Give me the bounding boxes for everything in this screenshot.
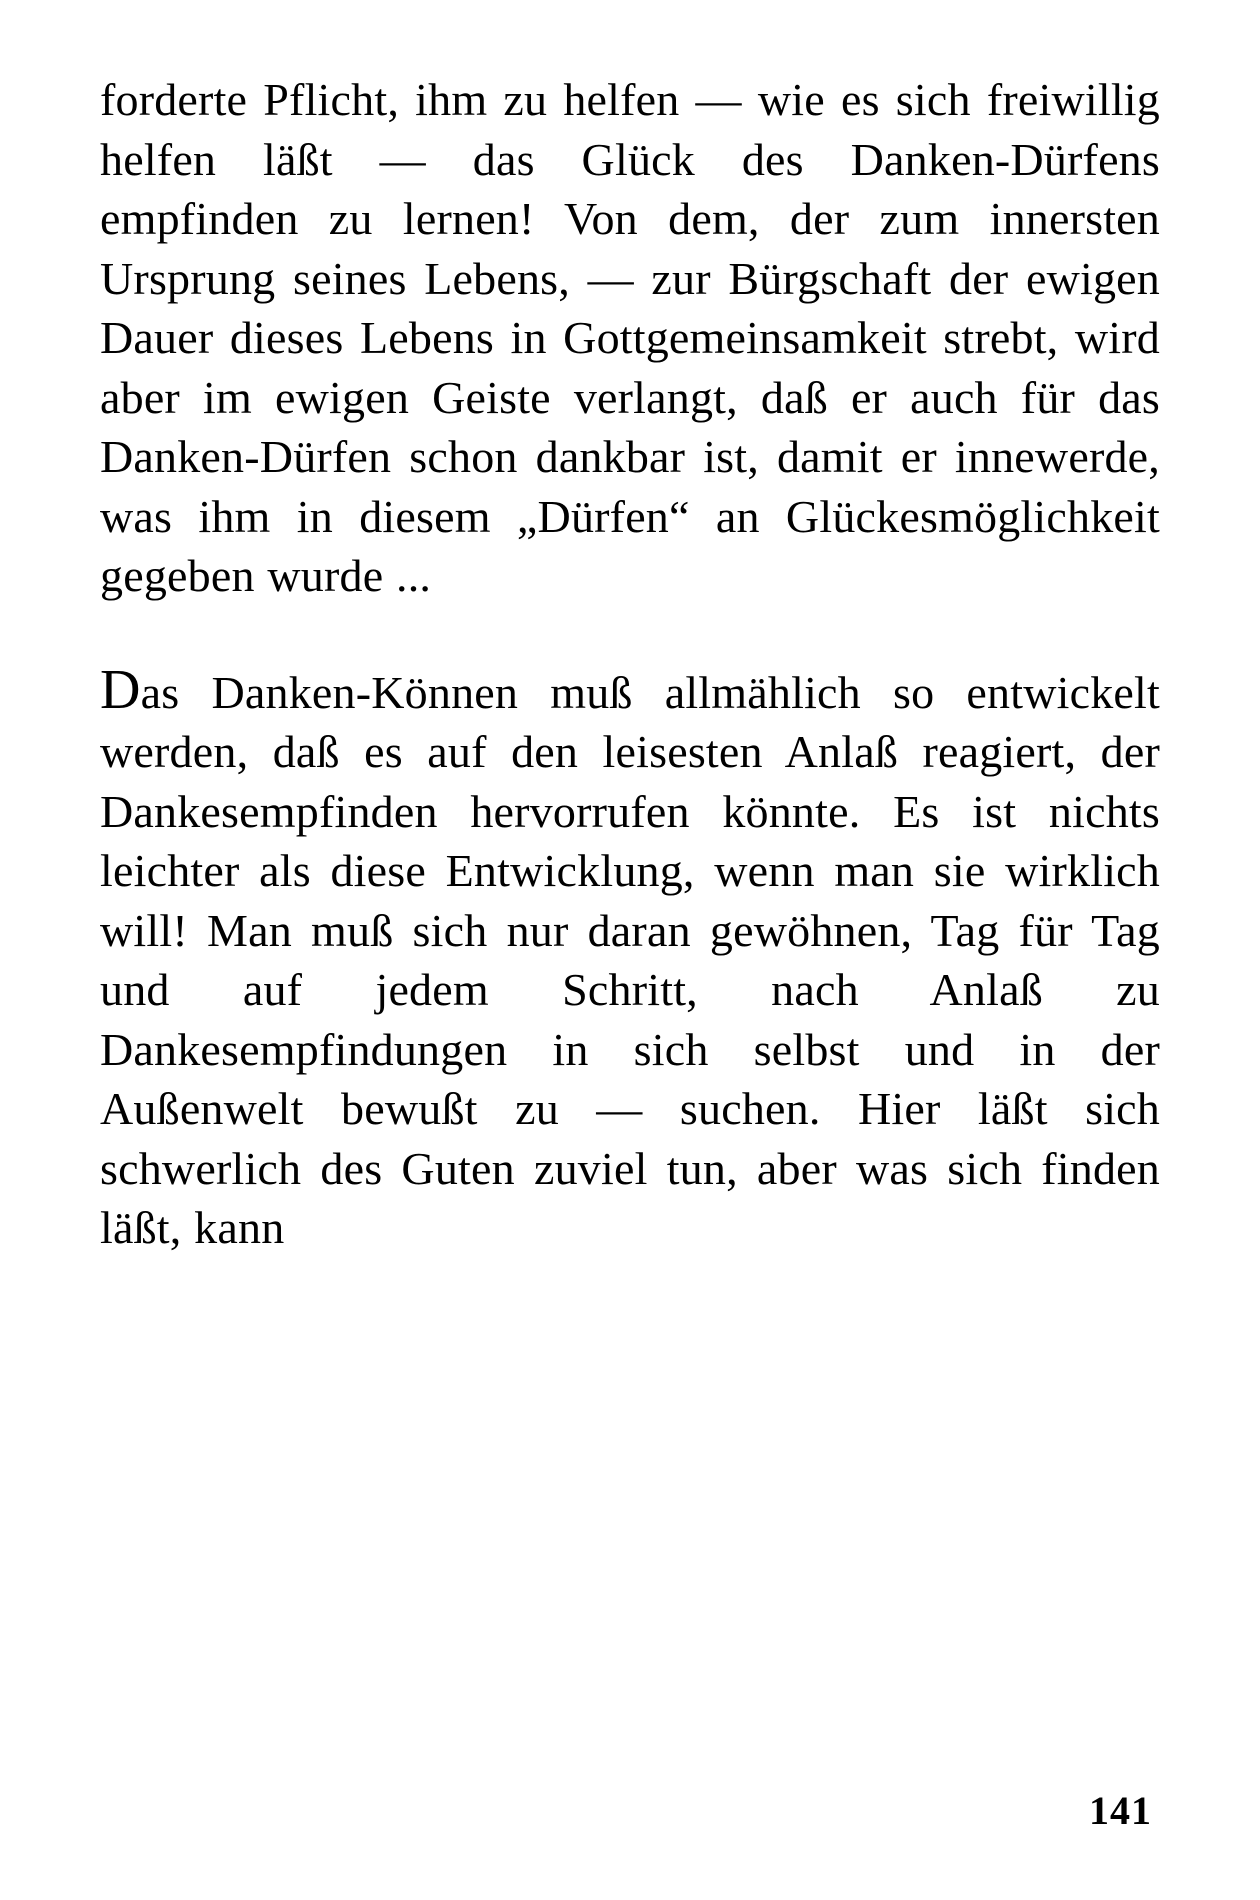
paragraph-second-text: as Danken-Können muß allmählich so entwickelt werden, daß es auf den leisesten Anlaß reagiert, der Dankesempfinden hervorrufen könnte. Es ist nichts leichter als diese Entwicklung, wenn man sie wirklich will! Man muß sich nur daran gewöhnen, Tag für Tag und auf jedem Schritt, nach Anlaß zu Dankesempfindungen in sich selbst und in der Außenwelt bewußt zu — suchen. Hier läßt sich schwerlich des Guten zuviel tun, aber was sich finden läßt, kann bbox=[100, 666, 1160, 1253]
page-number: 141 bbox=[1089, 1788, 1152, 1833]
paragraph-initial: D bbox=[100, 658, 141, 721]
paragraph-continued: forderte Pflicht, ihm zu helfen — wie es sich freiwillig helfen läßt — das Glück des Danken-Dürfens empfinden zu lernen! Von dem, der zum innersten Ursprung seines Lebens, — zur Bürgschaft der ewigen Dauer dieses Lebens in Gottgemeinsamkeit strebt, wird aber im ewigen Geiste verlangt, daß er auch für das Danken-Dürfen schon dankbar ist, damit er innewerde, was ihm in diesem „Dürfen“ an Glückesmöglichkeit gegeben wurde ... bbox=[100, 74, 1160, 601]
body-text bbox=[100, 70, 1160, 1258]
paragraph-second bbox=[100, 658, 1160, 1258]
